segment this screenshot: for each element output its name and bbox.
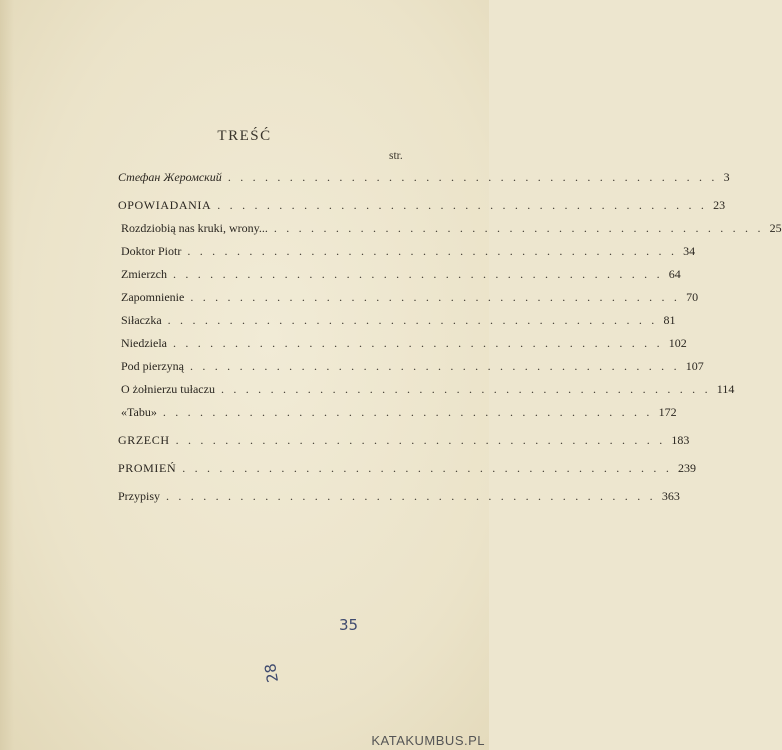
toc-entry	[118, 240, 696, 263]
toc-entry	[118, 332, 687, 355]
toc-entry-title: Niedziela	[121, 336, 167, 350]
toc-entry-title: Siłaczka	[121, 313, 162, 327]
toc-entry	[118, 194, 726, 217]
toc-leader-dots: . . . . . . . . . . . . . . . . . . . . . . . . . . . . . . . . . . . . . . . .	[220, 382, 711, 396]
toc-leader-dots: . . . . . . . . . . . . . . . . . . . . . . . . . . . . . . . . . . . . . . . .	[217, 198, 708, 212]
toc-entry-page: 70	[686, 290, 699, 304]
toc-entry-page: 114	[716, 382, 735, 396]
toc-leader-dots: . . . . . . . . . . . . . . . . . . . . . . . . . . . . . . . . . . . . . . . .	[187, 244, 678, 258]
toc-entry-page: 3	[723, 170, 730, 184]
toc-entry	[118, 401, 677, 424]
toc-leader-dots: . . . . . . . . . . . . . . . . . . . . . . . . . . . . . . . . . . . . . . . .	[175, 433, 666, 447]
toc-entry	[118, 217, 782, 240]
toc-entry	[118, 429, 690, 452]
toc-entry-page: 102	[668, 336, 687, 350]
page-title: TREŚĆ	[217, 128, 272, 144]
table-of-contents	[118, 166, 782, 508]
toc-leader-dots: . . . . . . . . . . . . . . . . . . . . . . . . . . . . . . . . . . . . . . . .	[172, 336, 663, 350]
toc-entry-title: Pod pierzyną	[121, 359, 184, 373]
page-column-header: str.	[389, 150, 403, 162]
toc-entry	[118, 355, 704, 378]
handwritten-note-28: 28	[261, 662, 283, 684]
toc-entry	[118, 286, 699, 309]
toc-leader-dots: . . . . . . . . . . . . . . . . . . . . . . . . . . . . . . . . . . . . . . . .	[182, 461, 673, 475]
toc-entry-title: OPOWIADANIA	[118, 198, 212, 212]
toc-entry-title: Zmierzch	[121, 267, 167, 281]
toc-leader-dots: . . . . . . . . . . . . . . . . . . . . . . . . . . . . . . . . . . . . . . . .	[273, 221, 764, 235]
toc-entry-page: 239	[678, 461, 697, 475]
handwritten-note-35: 35	[339, 616, 359, 634]
toc-entry	[118, 309, 676, 332]
toc-entry-page: 23	[713, 198, 726, 212]
toc-entry	[118, 457, 697, 480]
toc-entry-title: Przypisy	[118, 489, 160, 503]
toc-leader-dots: . . . . . . . . . . . . . . . . . . . . . . . . . . . . . . . . . . . . . . . .	[172, 267, 663, 281]
toc-entry-title: O żołnierzu tułaczu	[121, 382, 215, 396]
toc-entry-title: Стефан Жеромский	[118, 170, 222, 184]
toc-leader-dots: . . . . . . . . . . . . . . . . . . . . . . . . . . . . . . . . . . . . . . . .	[189, 359, 680, 373]
page-edge-shadow	[0, 0, 14, 750]
toc-leader-dots: . . . . . . . . . . . . . . . . . . . . . . . . . . . . . . . . . . . . . . . .	[227, 170, 718, 184]
toc-entry	[118, 378, 735, 401]
toc-leader-dots: . . . . . . . . . . . . . . . . . . . . . . . . . . . . . . . . . . . . . . . .	[167, 313, 658, 327]
toc-entry-page: 172	[658, 405, 677, 419]
toc-leader-dots: . . . . . . . . . . . . . . . . . . . . . . . . . . . . . . . . . . . . . . . .	[166, 489, 656, 503]
toc-entry-page: 25	[769, 221, 782, 235]
toc-entry-page: 183	[671, 433, 690, 447]
toc-entry-page: 107	[685, 359, 704, 373]
toc-entry-page: 363	[661, 489, 680, 503]
toc-entry-page: 64	[668, 267, 681, 281]
toc-entry-page: 81	[663, 313, 676, 327]
toc-entry	[118, 485, 680, 508]
toc-entry	[118, 263, 681, 286]
toc-entry	[118, 166, 730, 189]
toc-entry-title: Zapomnienie	[121, 290, 185, 304]
toc-leader-dots: . . . . . . . . . . . . . . . . . . . . . . . . . . . . . . . . . . . . . . . .	[190, 290, 681, 304]
toc-entry-title: Rozdziobią nas kruki, wrony...	[121, 221, 268, 235]
toc-entry-title: PROMIEŃ	[118, 461, 177, 475]
watermark: KATAKUMBUS.PL	[371, 733, 485, 748]
toc-entry-title: «Tabu»	[121, 405, 157, 419]
toc-entry-title: GRZECH	[118, 433, 170, 447]
toc-leader-dots: . . . . . . . . . . . . . . . . . . . . . . . . . . . . . . . . . . . . . . . .	[162, 405, 653, 419]
toc-entry-page: 34	[683, 244, 696, 258]
toc-entry-title: Doktor Piotr	[121, 244, 182, 258]
